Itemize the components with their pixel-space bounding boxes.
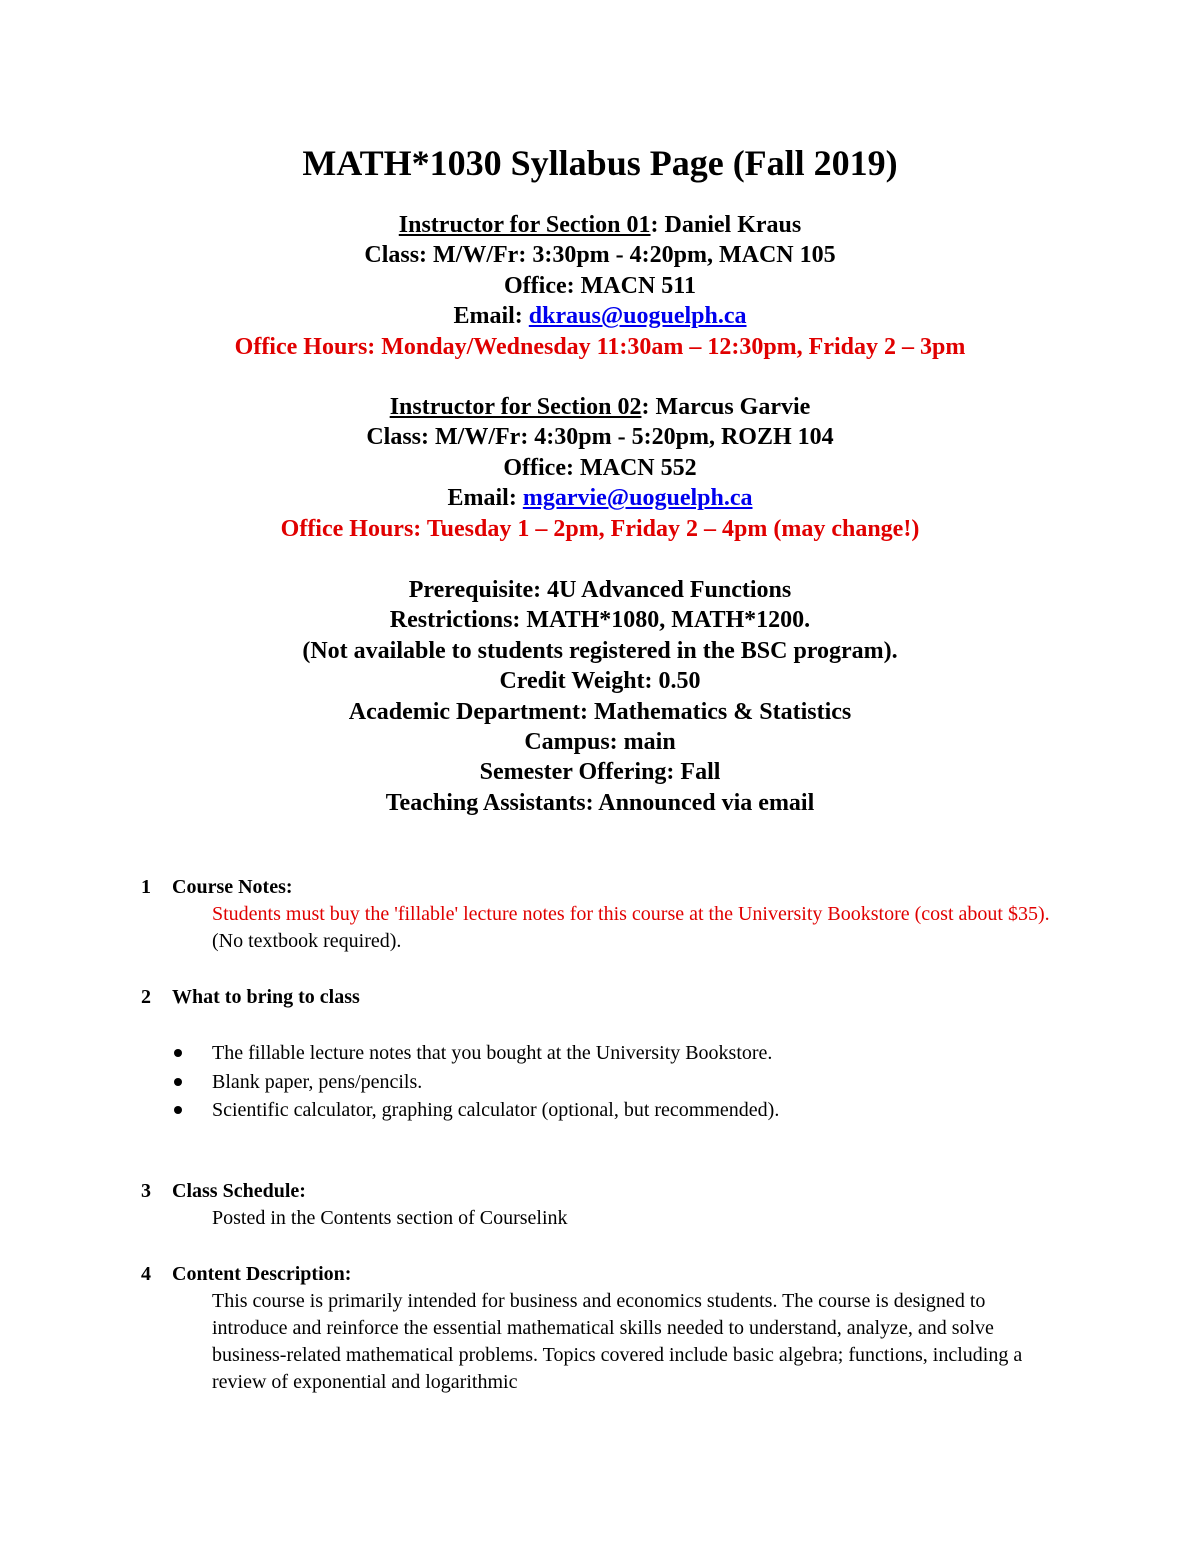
section-label: Instructor for Section 01 [398, 212, 651, 238]
office-hours: Office Hours: Monday/Wednesday 11:30am – 12:30pm, Friday 2 – 3pm [234, 333, 966, 360]
restrictions: Restrictions: MATH*1080, MATH*1200. [389, 607, 811, 634]
instructor-name: Daniel Kraus [664, 212, 802, 238]
section-title: Class Schedule: [172, 1180, 306, 1202]
section-title: Course Notes: [172, 876, 293, 898]
section-number: 1 [141, 876, 151, 898]
section-course-notes [0, 873, 1200, 952]
instructor-heading: Instructor for Section 02: Marcus Garvie [389, 394, 811, 420]
program-note: (Not available to students registered in the BSC program). [302, 637, 898, 664]
office-location: Office: MACN 552 [503, 454, 697, 481]
instructor-section-01 [0, 210, 1200, 362]
section-title: Content Description: [172, 1263, 352, 1285]
campus: Campus: main [524, 728, 676, 755]
page-title: MATH*1030 Syllabus Page (Fall 2019) [302, 143, 898, 183]
section-label: Instructor for Section 02 [389, 394, 642, 420]
section-body [212, 901, 1072, 955]
section-body: This course is primarily intended for business and economics students. The course is designed to introduce and reinforce the essential mathematical skills needed to understand, analyze, and solve business-related mathematical problems. Topics covered include basic algebra; functions, including a review of exponential and logarithmic [212, 1290, 1023, 1393]
bullet-icon [174, 1106, 182, 1114]
bullet-icon [174, 1078, 182, 1086]
instructor-section-02 [0, 392, 1200, 544]
bullet-icon [174, 1049, 182, 1057]
academic-department: Academic Department: Mathematics & Statistics [348, 698, 852, 725]
section-heading [0, 1177, 1200, 1205]
section-number: 2 [141, 986, 151, 1008]
section-what-to-bring [0, 983, 1200, 1121]
section-title: What to bring to class [172, 986, 360, 1008]
semester-offering: Semester Offering: Fall [479, 759, 721, 786]
email-line: Email: mgarvie@uoguelph.ca [447, 485, 753, 512]
email-link[interactable]: dkraus@uoguelph.ca [528, 303, 747, 330]
section-body: Posted in the Contents section of Courselink [212, 1207, 568, 1229]
credit-weight: Credit Weight: 0.50 [499, 668, 701, 695]
class-time: Class: M/W/Fr: 3:30pm - 4:20pm, MACN 105 [364, 242, 836, 269]
list-item: Blank paper, pens/pencils. [0, 1068, 1200, 1097]
instructor-name: Marcus Garvie [655, 394, 811, 420]
course-info [0, 575, 1200, 818]
prerequisite: Prerequisite: 4U Advanced Functions [408, 577, 792, 603]
list-item: Scientific calculator, graphing calculator (optional, but recommended). [0, 1096, 1200, 1125]
section-class-schedule [0, 1177, 1200, 1229]
textbook-note: (No textbook required). [212, 930, 402, 952]
office-hours: Office Hours: Tuesday 1 – 2pm, Friday 2 – 4pm (may change!) [280, 515, 920, 542]
section-number: 3 [141, 1180, 151, 1202]
section-content-description [0, 1260, 1200, 1393]
email-line: Email: dkraus@uoguelph.ca [453, 303, 747, 330]
teaching-assistants: Teaching Assistants: Announced via email [385, 789, 815, 816]
section-heading [0, 1260, 1200, 1288]
bring-list [0, 1039, 1200, 1125]
office-location: Office: MACN 511 [504, 272, 696, 299]
section-heading [0, 873, 1200, 901]
list-item: The fillable lecture notes that you bought at the University Bookstore. [0, 1039, 1200, 1068]
section-heading [0, 983, 1200, 1011]
section-number: 4 [141, 1263, 151, 1285]
class-time: Class: M/W/Fr: 4:30pm - 5:20pm, ROZH 104 [366, 424, 834, 451]
email-link[interactable]: mgarvie@uoguelph.ca [522, 485, 753, 512]
instructor-heading: Instructor for Section 01: Daniel Kraus [398, 212, 802, 238]
bookstore-notice: Students must buy the 'fillable' lecture notes for this course at the University Bookstore (cost about $35). [212, 903, 1050, 925]
